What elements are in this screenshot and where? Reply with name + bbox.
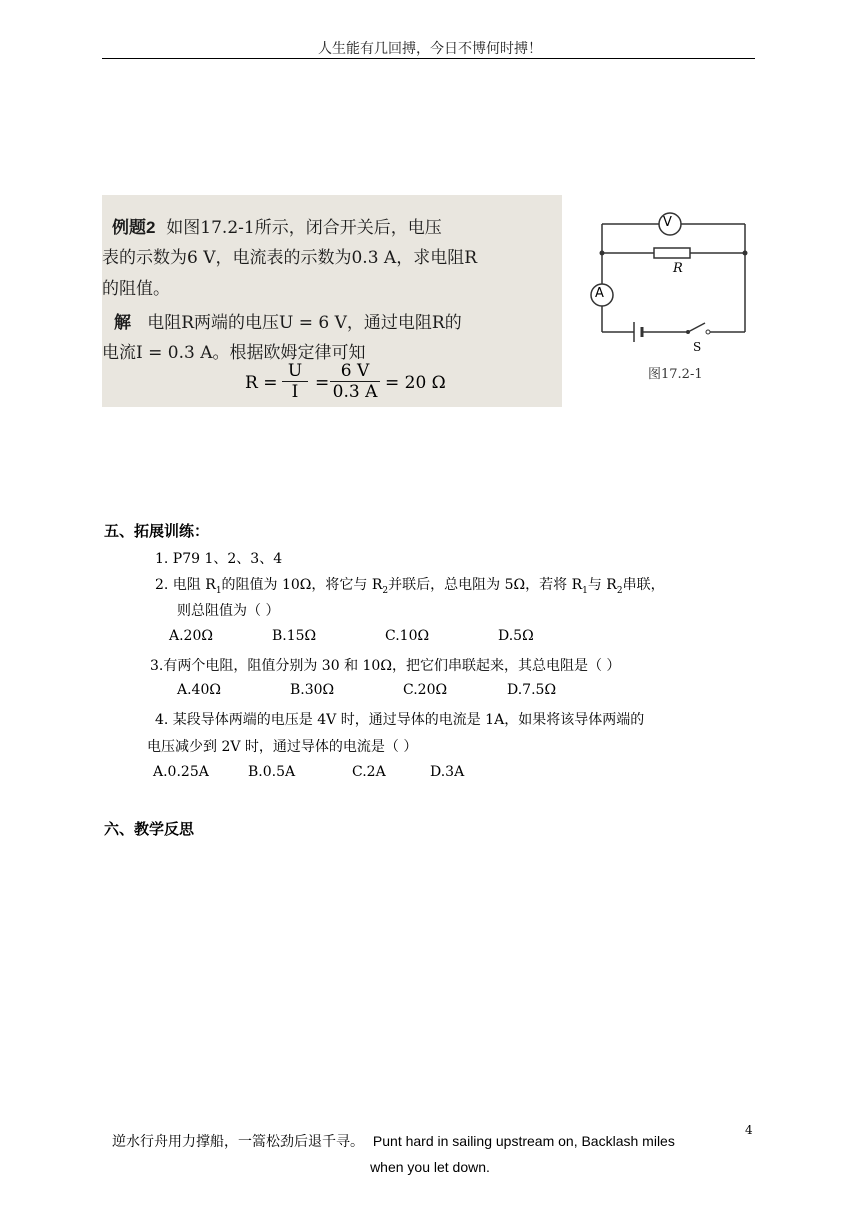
question-4-option-d: D.3A	[430, 764, 465, 780]
question-3-option-a: A.40Ω	[177, 682, 221, 698]
footer-line-2: when you let down.	[370, 1159, 490, 1175]
example-text: 如图17.2-1所示，闭合开关后，电压	[166, 218, 442, 238]
formula-denominator-i: I	[291, 382, 299, 402]
formula-result: = 20 Ω	[385, 373, 446, 393]
figure-caption: 图17.2-1	[648, 367, 703, 382]
section-5-title: 五、拓展训练：	[104, 522, 210, 540]
question-3-option-d: D.7.5Ω	[507, 682, 557, 698]
question-3: 3.有两个电阻，阻值分别为 30 和 10Ω，把它们串联起来，其总电阻是（ ）	[150, 658, 621, 674]
question-4-option-a: A.0.25A	[153, 764, 209, 780]
question-4-line-2: 电压减少到 2V 时，通过导体的电流是（ ）	[147, 739, 418, 755]
example-label: 例题2	[112, 218, 156, 237]
footer-proverb-cn: 逆水行舟用力撑船，一篙松劲后退千寻。	[112, 1134, 364, 1150]
formula-denominator-current: 0.3 A	[332, 382, 378, 402]
example-line-3: 的阻值。	[102, 279, 170, 299]
voltmeter-label: V	[663, 215, 672, 230]
example-line-2: 表的示数为6 V，电流表的示数为0.3 A，求电阻R	[102, 248, 478, 268]
footer-line-1	[112, 1131, 675, 1151]
header-rule	[102, 58, 755, 59]
solution-text: 电阻R两端的电压U = 6 V，通过电阻R的	[147, 313, 462, 333]
solution-label: 解	[114, 313, 131, 332]
question-2-line-2: 则总阻值为（ ）	[177, 603, 280, 619]
formula-numerator-u: U	[282, 361, 308, 382]
question-4-option-c: C.2A	[352, 764, 386, 780]
question-2-option-d: D.5Ω	[498, 628, 534, 644]
question-2-option-c: C.10Ω	[385, 628, 430, 644]
question-2-option-a: A.20Ω	[169, 628, 213, 644]
solution-line-1	[114, 308, 462, 333]
example-line-1	[112, 213, 442, 238]
formula-numerator-voltage: 6 V	[330, 361, 380, 382]
question-2-option-b: B.15Ω	[272, 628, 317, 644]
formula-fraction-ui	[282, 361, 308, 402]
question-3-option-c: C.20Ω	[403, 682, 448, 698]
formula-fraction-values	[330, 361, 380, 402]
circuit-figure	[562, 195, 757, 395]
question-4-line-1: 4. 某段导体两端的电压是 4V 时，通过导体的电流是 1A，如果将该导体两端的	[155, 712, 645, 728]
question-3-option-b: B.30Ω	[290, 682, 335, 698]
ammeter-label: A	[595, 286, 604, 301]
question-2-line-1: 2. 电阻 $R_1$的阻值为 10Ω，将它与 $R_2$并联后，总电阻为 5Ω，若将 $R_1$与 $R_2$串联，	[155, 577, 665, 596]
resistor-label: R	[673, 261, 683, 276]
section-6-title: 六、教学反思	[104, 820, 195, 838]
example-excerpt	[102, 195, 562, 407]
page-number: 4	[745, 1123, 753, 1137]
formula-lhs: R =	[245, 373, 278, 393]
question-4-option-b: B.0.5A	[248, 764, 296, 780]
question-1: 1. P79 1、2、3、4	[155, 551, 283, 567]
formula-equals: =	[315, 373, 330, 393]
switch-label: S	[693, 340, 702, 354]
header-motto: 人生能有几回搏，今日不博何时搏！	[318, 41, 542, 57]
footer-proverb-en: Punt hard in sailing upstream on, Backlash miles	[372, 1133, 675, 1149]
solution-line-2: 电流I = 0.3 A。根据欧姆定律可知	[102, 343, 366, 363]
